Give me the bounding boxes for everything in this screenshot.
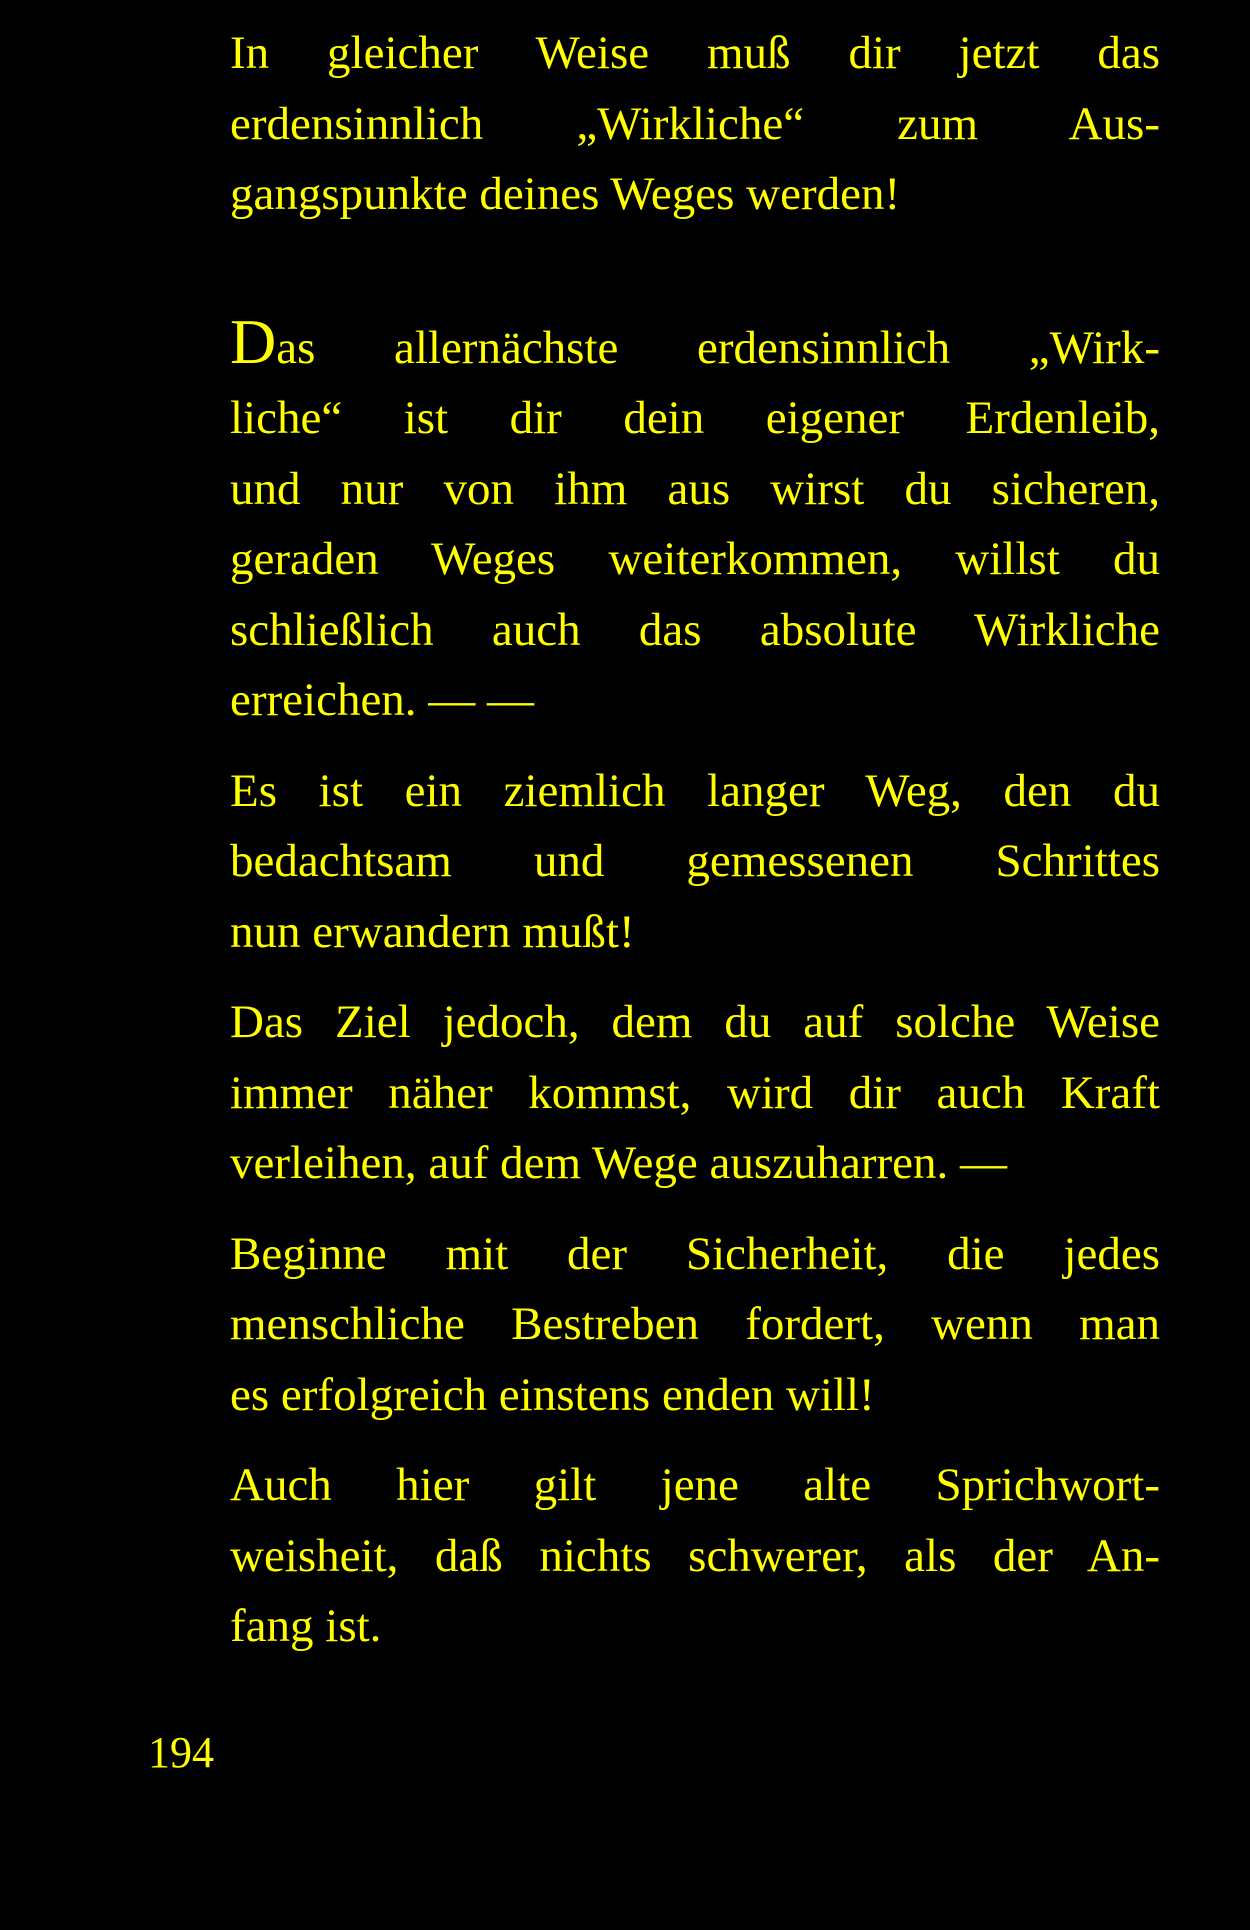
paragraph-6 xyxy=(148,1450,1160,1662)
text-line: nun erwandern mußt! xyxy=(230,905,635,958)
paragraph-1 xyxy=(148,18,1160,230)
text-line: und nur von ihm aus wirst du sicheren, xyxy=(230,462,1160,515)
text-line: erreichen. — — xyxy=(230,674,535,726)
text-line: gangspunkte deines Weges werden! xyxy=(230,168,901,220)
book-page xyxy=(148,18,1160,1898)
paragraph-5 xyxy=(148,1219,1160,1431)
text-line: Beginne mit der Sicherheit, die jedes xyxy=(230,1227,1160,1280)
paragraph-2 xyxy=(148,305,1160,736)
drop-cap: D xyxy=(230,305,277,377)
text-line: fang ist. xyxy=(230,1600,382,1652)
text-line xyxy=(148,305,1160,384)
text-line: geraden Weges weiterkommen, willst du xyxy=(230,533,1160,585)
paragraph-4 xyxy=(148,987,1160,1199)
text-line: erdensinnlich „Wirkliche“ zum Aus- xyxy=(230,97,1160,150)
text-line: immer näher kommst, wird dir auch Kraft xyxy=(230,1066,1160,1119)
text-line: verleihen, auf dem Wege auszuharren. — xyxy=(230,1137,1008,1189)
text-line: weisheit, daß nichts schwerer, als der An- xyxy=(230,1529,1160,1582)
text-line: Das Ziel jedoch, dem du auf solche Weise xyxy=(230,996,1160,1048)
page-number: 194 xyxy=(148,1728,214,1777)
paragraph-3 xyxy=(148,756,1160,968)
text-line: bedachtsam und gemessenen Schrittes xyxy=(230,835,1160,887)
text-line: Es ist ein ziemlich langer Weg, den du xyxy=(230,764,1160,817)
text-line: In gleicher Weise muß dir jetzt das xyxy=(230,27,1160,79)
text-line: Auch hier gilt jene alte Sprichwort- xyxy=(230,1459,1160,1511)
drop-cap-line-text: as allernächste erdensinnlich „Wirk- xyxy=(276,321,1160,374)
text-line: schließlich auch das absolute Wirkliche xyxy=(230,603,1160,656)
text-line: liche“ ist dir dein eigener Erdenleib, xyxy=(230,392,1160,444)
text-line: es erfolgreich einstens enden will! xyxy=(230,1368,875,1421)
text-line: menschliche Bestreben fordert, wenn man xyxy=(230,1298,1160,1350)
